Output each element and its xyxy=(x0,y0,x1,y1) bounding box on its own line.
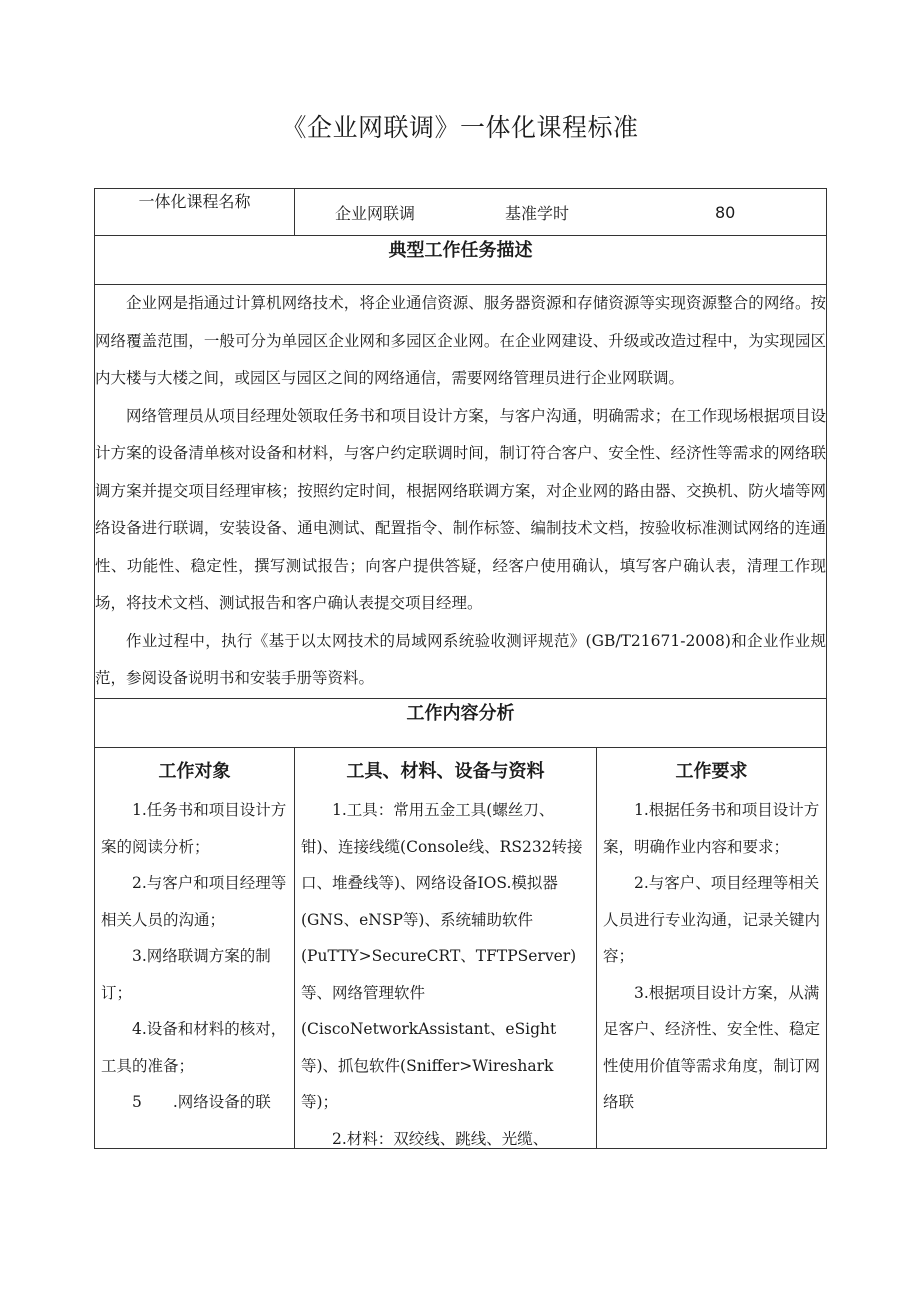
list-item: 2.材料：双绞线、跳线、光缆、 xyxy=(332,1129,549,1148)
list-item: 5 .网络设备的联 xyxy=(132,1093,271,1111)
course-name-row xyxy=(95,189,827,236)
task-heading-row xyxy=(95,236,827,285)
work-object-column xyxy=(95,747,295,1148)
work-requirements-column xyxy=(597,747,827,1148)
list-item: 1.根据任务书和项目设计方案，明确作业内容和要求； xyxy=(603,801,820,856)
course-standard-table xyxy=(94,188,827,1149)
list-item: 1.任务书和项目设计方案的阅读分析； xyxy=(101,801,287,856)
analysis-content-row xyxy=(95,747,827,1148)
list-item: 2.与客户、项目经理等相关人员进行专业沟通，记录关键内容； xyxy=(603,874,821,965)
column-heading: 工具、材料、设备与资料 xyxy=(346,760,545,782)
course-name-values xyxy=(295,189,827,236)
task-paragraph: 企业网是指通过计算机网络技术，将企业通信资源、服务器资源和存储资源等实现资源整合的网络。按网络覆盖范围，一般可分为单园区企业网和多园区企业网。在企业网建设、升级或改造过程中，为实现园区内大楼与大楼之间，或园区与园区之间的网络通信，需要网络管理员进行企业网联调。 xyxy=(95,294,827,387)
task-section-heading: 典型工作任务描述 xyxy=(95,236,827,285)
course-name-label: 一体化课程名称 xyxy=(95,189,295,236)
course-name-value: 企业网联调 xyxy=(335,203,416,223)
list-item: 2.与客户和项目经理等相关人员的沟通； xyxy=(101,874,287,929)
column-heading: 工作要求 xyxy=(675,760,748,782)
list-item: 3.根据项目设计方案，从满足客户、经济性、安全性、稳定性使用价值等需求角度，制订网络联 xyxy=(603,983,821,1111)
tools-materials-column xyxy=(295,747,597,1148)
analysis-heading-row xyxy=(95,698,827,747)
task-paragraph: 作业过程中，执行《基于以太网技术的局域网系统验收测评规范》(GB/T21671-2008)和企业作业规范，参阅设备说明书和安装手册等资料。 xyxy=(95,631,827,687)
task-description xyxy=(95,285,827,699)
page-title: 《企业网联调》一体化课程标准 xyxy=(281,113,639,142)
analysis-section-heading: 工作内容分析 xyxy=(95,698,827,747)
hours-label: 基准学时 xyxy=(505,203,570,223)
list-item: 1.工具：常用五金工具(螺丝刀、钳)、连接线缆(Console线、RS232转接口、堆叠线等)、网络设备IOS.模拟器(GNS、eNSP等)、系统辅助软件(PuTTY>SecureCRT、TFTPServer)等、网络管理软件(CiscoNetworkAssistant、eSight等)、抓包软件(Sniffer>Wireshark等)； xyxy=(301,801,583,1111)
column-heading: 工作对象 xyxy=(158,760,231,782)
list-item: 4.设备和材料的核对，工具的准备； xyxy=(101,1020,287,1075)
list-item: 3.网络联调方案的制订； xyxy=(101,947,271,1002)
task-paragraph: 网络管理员从项目经理处领取任务书和项目设计方案，与客户沟通，明确需求；在工作现场根据项目设计方案的设备清单核对设备和材料，与客户约定联调时间，制订符合客户、安全性、经济性等需求的网络联调方案并提交项目经理审核；按照约定时间，根据网络联调方案，对企业网的路由器、交换机、防火墙等网络设备进行联调，安装设备、通电测试、配置指令、制作标签、编制技术文档，按验收标准测试网络的连通性、功能性、稳定性，撰写测试报告；向客户提供答疑，经客户使用确认，填写客户确认表，清理工作现场，将技术文档、测试报告和客户确认表提交项目经理。 xyxy=(95,406,827,612)
task-description-row xyxy=(95,285,827,699)
hours-value: 80 xyxy=(715,202,736,222)
